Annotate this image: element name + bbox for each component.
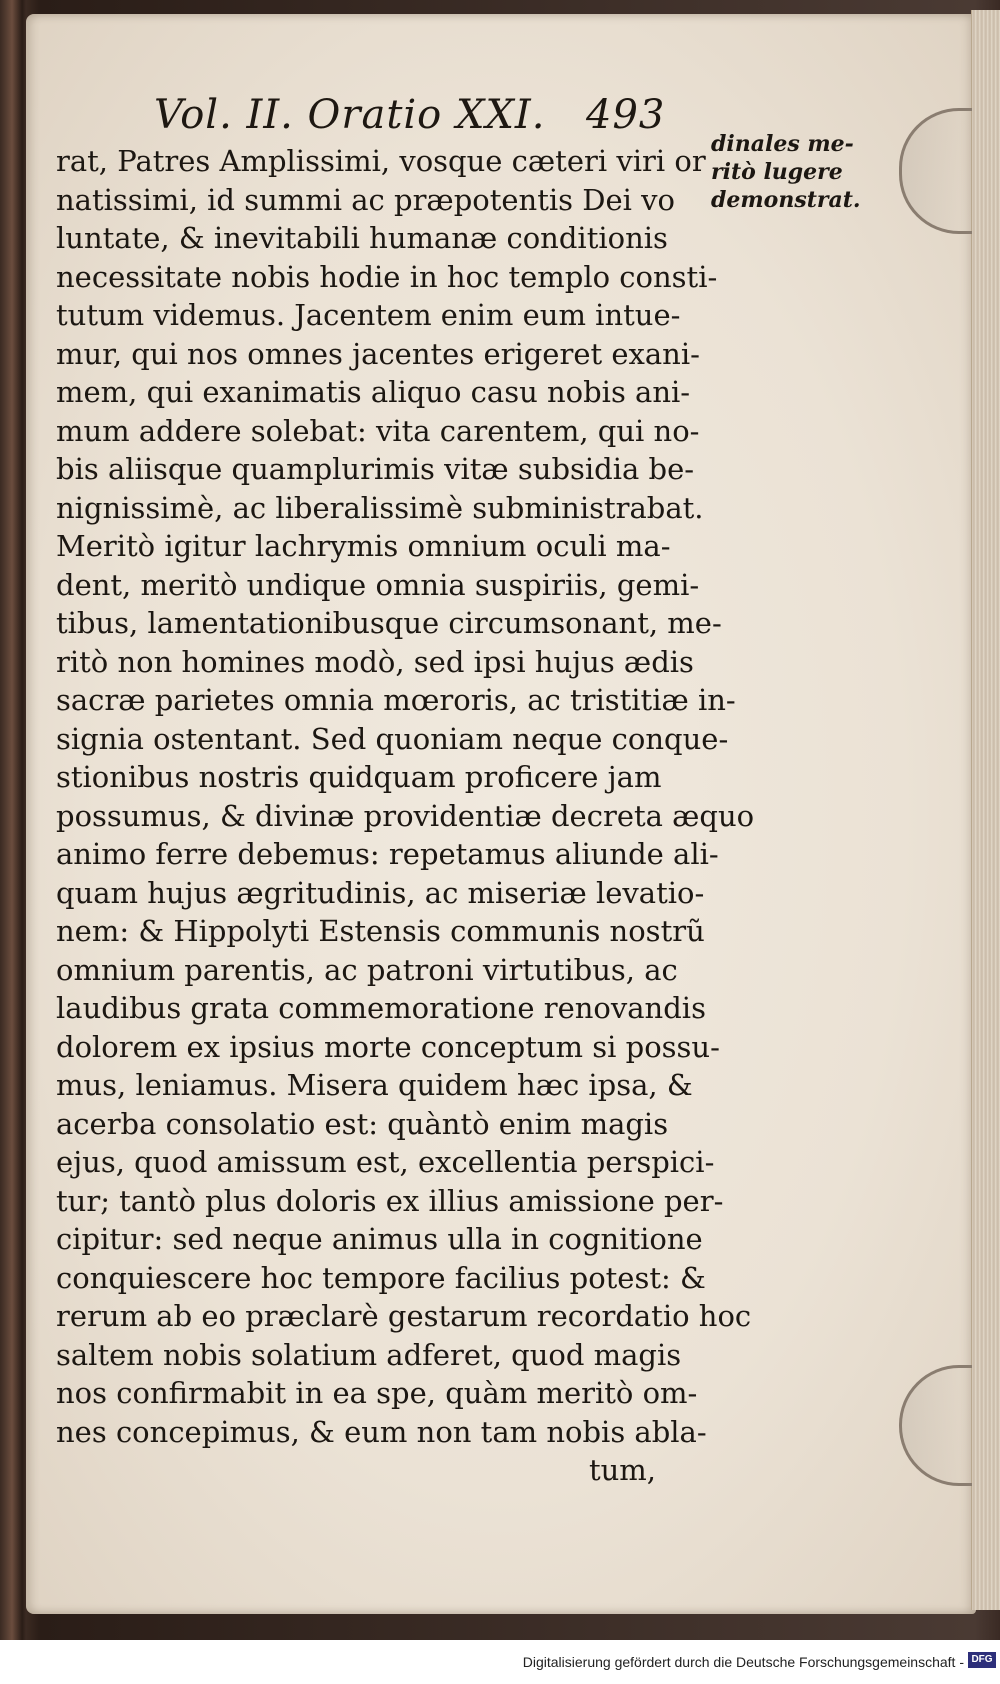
text-line: bis aliisque quamplurimis vitæ subsidia be- [56,452,695,486]
footer-bar [0,1640,1000,1684]
margin-note [711,130,861,214]
text-line: quam hujus ægritudinis, ac miseriæ levatio- [56,875,705,910]
running-title: Vol. II. Oratio XXI. [154,92,546,138]
margin-note-line: demonstrat. [711,187,861,213]
text-line: mem, qui exanimatis aliquo casu nobis ani- [56,375,691,409]
text-line: ritò non homines modò, sed ipsi hujus ædis [56,644,694,679]
page-number: 493 [586,92,666,138]
text-line: rat, Patres Amplissimi, vosque cæteri viri or [56,144,706,178]
text-line: necessitate nobis hodie in hoc templo consti- [56,259,718,294]
text-line: conquiescere hoc tempore facilius potest: & [56,1260,706,1295]
page-edges [971,10,1000,1610]
text-line: tur; tantò plus doloris ex illius amissione per- [56,1183,724,1218]
text-line: nignissimè, ac liberalissimè subministrabat. [56,490,704,525]
facing-page-bleed [26,144,48,1044]
text-line: luntate, & inevitabili humanæ conditionis [56,221,668,255]
text-line: omnium parentis, ac patroni virtutibus, ac [56,952,678,987]
text-line: ejus, quod amissum est, excellentia perspici- [56,1145,715,1179]
text-line: mur, qui nos omnes jacentes erigeret exani- [56,336,700,371]
text-line: acerba consolatio est: quàntò enim magis [56,1106,669,1141]
margin-note-line: dinales me- [711,131,854,157]
text-line: possumus, & divinæ providentiæ decreta æquo [56,798,755,833]
text-line: natissimi, id summi ac præpotentis Dei vo [56,182,675,217]
margin-note-line: ritò lugere [711,159,843,185]
dfg-logo: DFG [968,1652,996,1668]
running-header [154,92,666,138]
text-line: signia ostentant. Sed quoniam neque conque- [56,721,729,756]
text-line: mum addere solebat: vita carentem, qui no- [56,413,700,448]
show-through-text-lower [766,1114,866,1314]
text-line: cipitur: sed neque animus ulla in cognitione [56,1222,703,1256]
text-line: rerum ab eo præclarè gestarum recordatio hoc [56,1299,752,1333]
text-line: animo ferre debemus: repetamus aliunde ali- [56,837,719,871]
text-line: nem: & Hippolyti Estensis communis nostrũ [56,914,705,948]
body-text [56,142,755,1490]
text-line: nes concepimus, & eum non tam nobis abla- [56,1414,707,1449]
text-line: tutum videmus. Jacentem enim eum intue- [56,298,681,332]
text-line: saltem nobis solatium adferet, quod magis [56,1337,682,1372]
text-line: mus, leniamus. Misera quidem hæc ipsa, & [56,1068,693,1102]
text-line: tum, [588,1453,656,1487]
text-line: Meritò igitur lachrymis omnium oculi ma- [56,529,671,563]
funding-credit: Digitalisierung gefördert durch die Deutsche Forschungsgemeinschaft - [522,1654,964,1670]
book-page [26,14,976,1614]
text-line: dolorem ex ipsius morte conceptum si possu- [56,1029,720,1064]
text-line: tibus, lamentationibusque circumsonant, me- [56,606,722,640]
text-line: stionibus nostris quidquam proficere jam [56,760,662,794]
text-line: laudibus grata commemoratione renovandis [56,991,706,1025]
text-line: sacræ parietes omnia mœroris, ac tristitiæ in- [56,683,736,717]
text-line: dent, meritò undique omnia suspiriis, gemi- [56,567,700,602]
show-through-text [786,264,866,524]
text-line: nos confirmabit in ea spe, quàm meritò om- [56,1376,698,1410]
